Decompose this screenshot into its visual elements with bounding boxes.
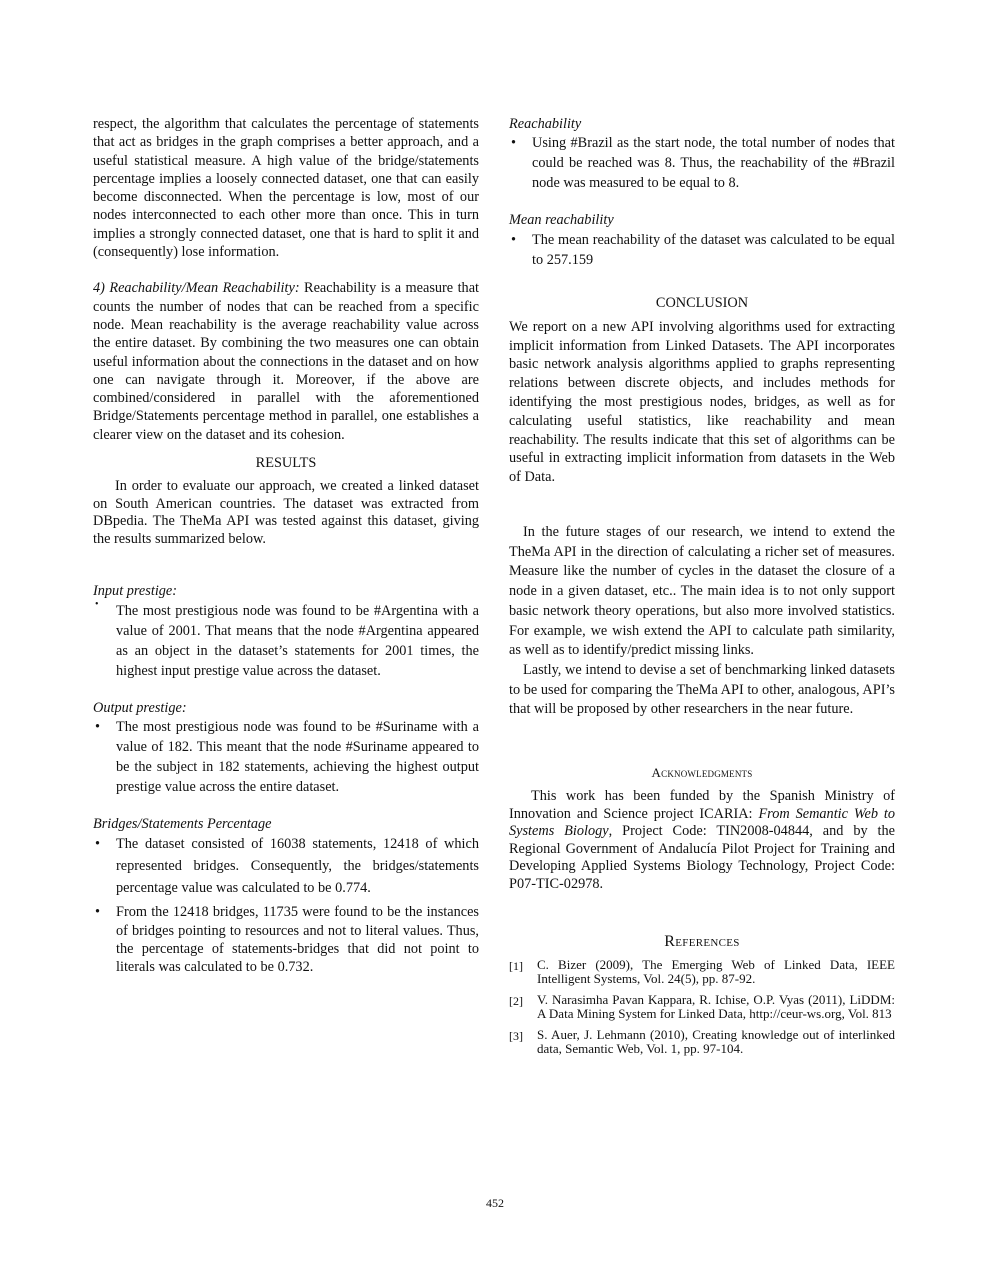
reference-text: C. Bizer (2009), The Emerging Web of Linked Data, IEEE Intelligent Systems, Vol. 24(5), pp. 87-92. [537, 956, 895, 987]
conclusion-heading: CONCLUSION [655, 294, 749, 311]
reachability-list [509, 133, 895, 193]
mean-reachability-list [509, 230, 895, 270]
bullet-icon: • [511, 231, 517, 248]
list-item: • The dataset consisted of 16038 statements, 12418 of which represented bridges. Consequently, the bridges/statements percentage value was calculated to be 0.774. [93, 833, 479, 899]
bullet-icon: • [95, 598, 99, 610]
page-number: 452 [486, 1196, 504, 1210]
bullet-icon: • [95, 904, 101, 921]
left-column [93, 115, 479, 976]
reference-number: [1] [509, 958, 523, 973]
reachability-body: Reachability is a measure that counts the number of nodes that can be reached from a specific node. Mean reachability is the average reachability value across the entire dataset. By combining the two measures one can obtain useful information about the connections in the dataset and on how one can navigate through it. Moreover, if the above are combined/considered in parallel with the aforementioned Bridge/Statements percentage method in parallel, one establishes a clearer view on the dataset and its cohesion. [93, 280, 480, 443]
reference-text: V. Narasimha Pavan Kappara, R. Ichise, O.P. Vyas (2011), LiDDM: A Data Mining System for Linked Data, http://ceur-ws.org, Vol. 813 [537, 991, 895, 1022]
list-item: • Using #Brazil as the start node, the total number of nodes that could be reached was 8. Thus, the reachability of the #Brazil node was measured to be equal to 8. [511, 135, 895, 192]
results-heading: RESULTS [255, 455, 317, 472]
reference-item [509, 1028, 895, 1057]
list-item: • The most prestigious node was found to be #Argentina with a value of 2001. That means that the node #Argentina appeared as an object in the dataset’s statements for 2001 times, the highest input prestige value across the dataset. [93, 601, 479, 681]
list-item: • The mean reachability of the dataset was calculated to be equal to 257.159 [511, 231, 895, 268]
reference-number: [3] [509, 1028, 523, 1043]
lastly-paragraph: Lastly, we intend to devise a set of benchmarking linked datasets to be used for comparing the TheMa API to other, analogous, API’s that will be proposed by other researchers in the near future. [509, 661, 895, 718]
bullet-icon: • [511, 135, 517, 152]
output-prestige-list [93, 717, 479, 797]
list-item: • The most prestigious node was found to be #Suriname with a value of 182. This meant that the node #Suriname appeared to be the subject in 182 statements, achieving the highest output prestige value across the entire dataset. [95, 718, 479, 795]
right-column [509, 115, 895, 1063]
reachability-paragraph [93, 279, 479, 444]
mean-reachability-title: Mean reachability [509, 212, 614, 229]
references-list [509, 958, 895, 1057]
output-prestige-title: Output prestige: [93, 699, 187, 716]
reachability-title: Reachability [509, 116, 582, 132]
input-prestige-list [93, 598, 479, 681]
reference-item [509, 958, 895, 987]
conclusion-paragraph: We report on a new API involving algorithms used for extracting implicit information from Linked Datasets. The API incorporates basic network analysis algorithms applied to graphs representing relations between discrete objects, and includes methods for identifying the most prestigious nodes, bridges, as well as for calculating useful statistics, like reachability and mean reachability. The results indicate that this set of algorithms can be useful in extracting implicit information from datasets in the Web of Data. [509, 318, 895, 486]
input-prestige-title: Input prestige: [93, 583, 178, 600]
reference-text: S. Auer, J. Lehmann (2010), Creating knowledge out of interlinked data, Semantic Web, Vol. 1, pp. 97-104. [537, 1026, 895, 1057]
bullet-icon: • [95, 718, 101, 735]
reference-item [509, 993, 895, 1022]
bullet-icon: • [95, 836, 101, 853]
bridges-list [93, 833, 479, 976]
acknowledgments-heading: Acknowledgments [651, 765, 753, 781]
list-item: • From the 12418 bridges, 11735 were found to be the instances of bridges pointing to resources and not to literal values. Thus, the percentage of statements-bridges that did not point to literals was calculated to be 0.732. [95, 904, 479, 976]
continued-paragraph: respect, the algorithm that calculates the percentage of statements that act as bridges in the graph comprises a better approach, and a useful statistical measure. A high value of the bridge/statements percentage implies a loosely connected dataset, one that can easily become disconnected. When the percentage is low, most of our nodes interconnected to each other more than once. This in turn implies a strongly connected dataset, one that is hard to split it and (consequently) lose information. [93, 116, 479, 261]
bridges-title: Bridges/Statements Percentage [93, 815, 272, 832]
references-heading: References [664, 933, 740, 951]
future-work-paragraph: In the future stages of our research, we intend to extend the TheMa API in the direction of calculating a richer set of measures. Measure like the number of cycles in the dataset the closure of a node in a given dataset, etc.. The main idea is to not only support basic network theory operations, but also more involved statistics. For example, we wish extend the API to calculate path similarity, as well as to identify/predict missing links. [509, 524, 895, 659]
reachability-subsection-title: 4) Reachability/Mean Reachability: [93, 280, 300, 297]
acknowledgments-paragraph: This work has been funded by the Spanish Ministry of Innovation and Science project ICARIA: From Semantic Web to Systems Biology, Project Code: TIN2008-04844, and by the Regional Government of Andalucía Pilot Project for Training and Developing Applied Systems Biology Technology, Project Code: P07-TIC-02978. [509, 788, 895, 892]
results-paragraph: In order to evaluate our approach, we created a linked dataset on South American countries. The dataset was extracted from DBpedia. The TheMa API was tested against this dataset, giving the results summarized below. [93, 478, 479, 547]
reference-number: [2] [509, 993, 523, 1008]
